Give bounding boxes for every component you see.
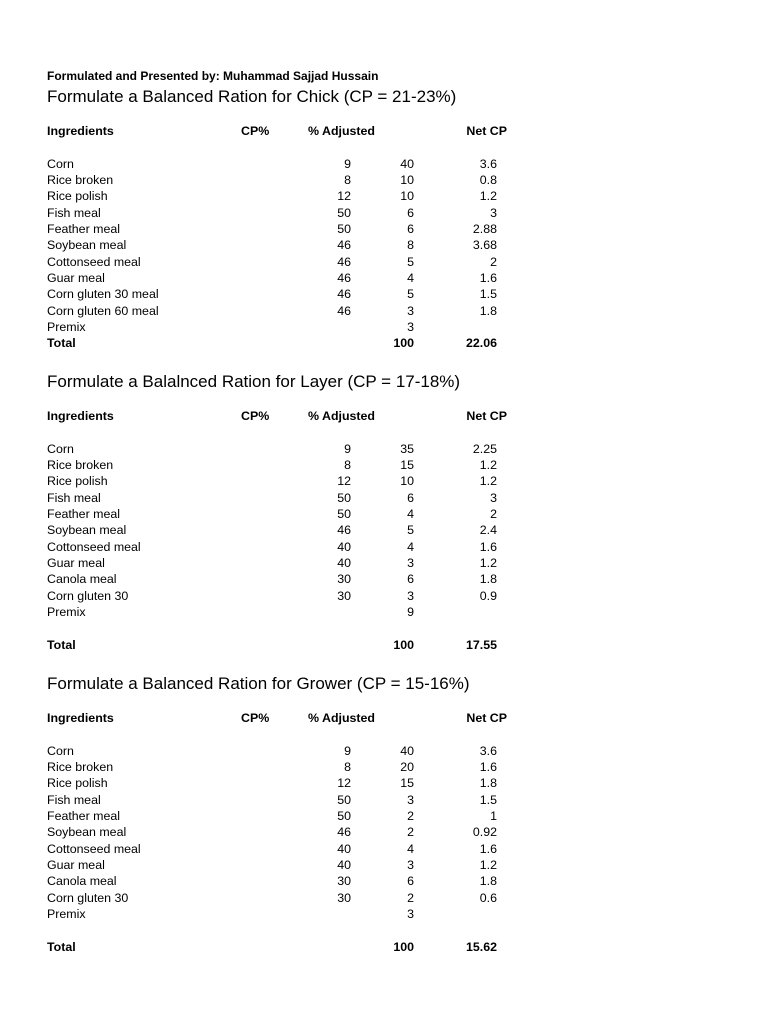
ingredient-name: Premix xyxy=(47,605,86,620)
ingredient-adjusted: 4 xyxy=(407,539,414,554)
ingredient-cp: 50 xyxy=(337,222,351,237)
ingredient-cp: 30 xyxy=(337,890,351,905)
ingredient-adjusted: 5 xyxy=(407,287,414,302)
ingredient-name: Canola meal xyxy=(47,572,117,587)
table-row xyxy=(47,906,507,922)
ingredient-cp: 30 xyxy=(337,588,351,603)
ingredient-adjusted: 3 xyxy=(407,907,414,922)
header-net-cp: Net CP xyxy=(466,711,507,725)
table-row xyxy=(47,792,507,808)
total-row xyxy=(47,637,507,653)
table-row xyxy=(47,156,507,172)
ingredient-adjusted: 3 xyxy=(407,792,414,807)
table-row xyxy=(47,841,507,857)
table-row xyxy=(47,522,507,538)
ingredient-adjusted: 40 xyxy=(400,743,414,758)
ingredient-name: Rice polish xyxy=(47,189,108,204)
ingredient-net-cp: 1.8 xyxy=(479,874,497,889)
ingredient-cp: 40 xyxy=(337,556,351,571)
ingredient-name: Corn xyxy=(47,441,74,456)
ingredient-net-cp: 1.8 xyxy=(479,303,497,318)
ingredient-name: Cottonseed meal xyxy=(47,841,141,856)
total-row xyxy=(47,335,507,351)
ingredient-name: Fish meal xyxy=(47,490,101,505)
total-label: Total xyxy=(47,637,76,652)
ingredient-net-cp: 2 xyxy=(490,507,497,522)
ingredient-cp: 50 xyxy=(337,792,351,807)
ingredient-adjusted: 6 xyxy=(407,222,414,237)
ingredient-name: Soybean meal xyxy=(47,825,127,840)
table-row xyxy=(47,857,507,873)
ingredient-net-cp: 1.6 xyxy=(479,841,497,856)
header-cp: CP% xyxy=(241,124,270,138)
ingredient-net-cp: 2 xyxy=(490,254,497,269)
table-row xyxy=(47,759,507,775)
ingredient-cp: 12 xyxy=(337,474,351,489)
table-row xyxy=(47,824,507,840)
ingredient-net-cp: 1.5 xyxy=(479,287,497,302)
ingredient-adjusted: 10 xyxy=(400,474,414,489)
ingredient-cp: 8 xyxy=(344,173,351,188)
ration-section-2 xyxy=(47,371,507,653)
table-row xyxy=(47,490,507,506)
ingredient-adjusted: 4 xyxy=(407,841,414,856)
ingredient-adjusted: 10 xyxy=(400,173,414,188)
ingredient-cp: 8 xyxy=(344,458,351,473)
ingredient-adjusted: 3 xyxy=(407,556,414,571)
ingredient-net-cp: 1.2 xyxy=(479,458,497,473)
table-header xyxy=(47,408,507,424)
ingredient-adjusted: 2 xyxy=(407,809,414,824)
table-row xyxy=(47,808,507,824)
ingredient-adjusted: 4 xyxy=(407,507,414,522)
ingredient-cp: 50 xyxy=(337,507,351,522)
ingredient-net-cp: 2.4 xyxy=(479,523,497,538)
total-label: Total xyxy=(47,939,76,954)
ingredient-cp: 40 xyxy=(337,841,351,856)
ingredient-net-cp: 0.6 xyxy=(479,890,497,905)
table-row xyxy=(47,286,507,302)
ingredient-adjusted: 4 xyxy=(407,271,414,286)
ingredient-adjusted: 6 xyxy=(407,572,414,587)
ingredient-adjusted: 10 xyxy=(400,189,414,204)
header-spacer xyxy=(47,726,507,742)
header-ingredients: Ingredients xyxy=(47,409,114,423)
ingredient-adjusted: 20 xyxy=(400,760,414,775)
ingredient-net-cp: 1.2 xyxy=(479,556,497,571)
ingredient-net-cp: 1.8 xyxy=(479,776,497,791)
section-title: Formulate a Balanced Ration for Chick (CP = 21-23%) xyxy=(47,87,457,106)
ingredient-cp: 8 xyxy=(344,760,351,775)
ingredient-adjusted: 3 xyxy=(407,588,414,603)
table-row xyxy=(47,571,507,587)
ration-section-3 xyxy=(47,673,507,955)
table-row xyxy=(47,221,507,237)
ingredient-net-cp: 1.8 xyxy=(479,572,497,587)
table-row xyxy=(47,506,507,522)
table-row xyxy=(47,775,507,791)
header-ingredients: Ingredients xyxy=(47,711,114,725)
ingredient-net-cp: 1.2 xyxy=(479,858,497,873)
ingredient-adjusted: 3 xyxy=(407,858,414,873)
ingredient-adjusted: 2 xyxy=(407,825,414,840)
ingredient-adjusted: 15 xyxy=(400,776,414,791)
ingredient-adjusted: 6 xyxy=(407,490,414,505)
ingredient-net-cp: 2.25 xyxy=(472,441,497,456)
table-row xyxy=(47,457,507,473)
ingredient-name: Feather meal xyxy=(47,809,121,824)
ingredient-cp: 46 xyxy=(337,287,351,302)
table-row xyxy=(47,237,507,253)
ingredient-cp: 12 xyxy=(337,776,351,791)
table-row xyxy=(47,303,507,319)
header-cp: CP% xyxy=(241,409,270,423)
total-net-cp: 15.62 xyxy=(465,939,497,954)
ingredient-name: Rice broken xyxy=(47,173,114,188)
ingredient-name: Rice polish xyxy=(47,776,108,791)
ingredient-adjusted: 6 xyxy=(407,205,414,220)
ingredient-cp: 50 xyxy=(337,205,351,220)
total-spacer xyxy=(47,620,507,636)
ingredient-name: Corn gluten 30 xyxy=(47,588,129,603)
ingredient-name: Rice polish xyxy=(47,474,108,489)
ingredient-cp: 46 xyxy=(337,303,351,318)
ingredient-cp: 9 xyxy=(344,743,351,758)
total-adjusted: 100 xyxy=(393,336,414,351)
header-cp: CP% xyxy=(241,711,270,725)
total-spacer xyxy=(47,922,507,938)
ingredient-name: Corn xyxy=(47,156,74,171)
total-net-cp: 17.55 xyxy=(465,637,497,652)
ingredient-name: Corn gluten 30 meal xyxy=(47,287,159,302)
section-title: Formulate a Balalnced Ration for Layer (CP = 17-18%) xyxy=(47,372,461,391)
ingredient-net-cp: 3.6 xyxy=(479,743,497,758)
ingredient-cp: 12 xyxy=(337,189,351,204)
table-row xyxy=(47,743,507,759)
ingredient-name: Guar meal xyxy=(47,556,105,571)
ingredient-net-cp: 1 xyxy=(490,809,497,824)
ingredient-name: Cottonseed meal xyxy=(47,254,141,269)
table-row xyxy=(47,873,507,889)
header-spacer xyxy=(47,139,507,155)
table-row xyxy=(47,319,507,335)
table-row xyxy=(47,539,507,555)
ingredient-cp: 50 xyxy=(337,490,351,505)
header-adjusted: % Adjusted xyxy=(308,124,376,138)
ingredient-cp: 30 xyxy=(337,572,351,587)
header-net-cp: Net CP xyxy=(466,409,507,423)
ingredient-name: Guar meal xyxy=(47,858,105,873)
ingredient-adjusted: 5 xyxy=(407,254,414,269)
header-adjusted: % Adjusted xyxy=(308,711,376,725)
table-row xyxy=(47,254,507,270)
byline: Formulated and Presented by: Muhammad Sajjad Hussain xyxy=(47,69,379,83)
ingredient-adjusted: 6 xyxy=(407,874,414,889)
ingredient-name: Canola meal xyxy=(47,874,117,889)
table-row xyxy=(47,270,507,286)
ingredient-net-cp: 0.9 xyxy=(479,588,497,603)
table-row xyxy=(47,188,507,204)
ingredient-adjusted: 40 xyxy=(400,156,414,171)
ingredient-name: Corn gluten 60 meal xyxy=(47,303,159,318)
ingredient-name: Corn gluten 30 xyxy=(47,890,129,905)
ingredient-net-cp: 3.68 xyxy=(472,238,497,253)
ingredient-net-cp: 0.8 xyxy=(479,173,497,188)
ingredient-adjusted: 15 xyxy=(400,458,414,473)
table-row xyxy=(47,890,507,906)
ingredient-adjusted: 5 xyxy=(407,523,414,538)
header-net-cp: Net CP xyxy=(466,124,507,138)
ingredient-net-cp: 3 xyxy=(490,205,497,220)
table-row xyxy=(47,205,507,221)
ingredient-cp: 46 xyxy=(337,238,351,253)
table-row xyxy=(47,172,507,188)
ingredient-cp: 40 xyxy=(337,539,351,554)
ingredient-name: Corn xyxy=(47,743,74,758)
total-adjusted: 100 xyxy=(393,939,414,954)
table-row xyxy=(47,441,507,457)
ingredient-cp: 9 xyxy=(344,156,351,171)
ingredient-name: Premix xyxy=(47,320,86,335)
ration-section-1 xyxy=(47,86,507,352)
table-row xyxy=(47,604,507,620)
ingredient-cp: 9 xyxy=(344,441,351,456)
ingredient-net-cp: 2.88 xyxy=(472,222,497,237)
table-row xyxy=(47,555,507,571)
header-ingredients: Ingredients xyxy=(47,124,114,138)
ingredient-net-cp: 1.5 xyxy=(479,792,497,807)
ingredient-net-cp: 1.2 xyxy=(479,189,497,204)
header-adjusted: % Adjusted xyxy=(308,409,376,423)
ingredient-name: Fish meal xyxy=(47,205,101,220)
ingredient-cp: 46 xyxy=(337,825,351,840)
ingredient-cp: 46 xyxy=(337,271,351,286)
ingredient-net-cp: 1.6 xyxy=(479,271,497,286)
ingredient-name: Soybean meal xyxy=(47,238,127,253)
header-spacer xyxy=(47,424,507,440)
total-net-cp: 22.06 xyxy=(465,336,497,351)
ingredient-net-cp: 3 xyxy=(490,490,497,505)
ingredient-adjusted: 8 xyxy=(407,238,414,253)
ingredient-net-cp: 1.2 xyxy=(479,474,497,489)
ingredient-name: Soybean meal xyxy=(47,523,127,538)
ingredient-cp: 30 xyxy=(337,874,351,889)
ingredient-cp: 46 xyxy=(337,254,351,269)
ingredient-name: Rice broken xyxy=(47,760,114,775)
ingredient-name: Guar meal xyxy=(47,271,105,286)
ingredient-cp: 46 xyxy=(337,523,351,538)
ingredient-adjusted: 2 xyxy=(407,890,414,905)
ingredient-cp: 50 xyxy=(337,809,351,824)
table-header xyxy=(47,123,507,139)
ingredient-adjusted: 3 xyxy=(407,303,414,318)
ingredient-net-cp: 1.6 xyxy=(479,539,497,554)
table-row xyxy=(47,473,507,489)
ingredient-net-cp: 1.6 xyxy=(479,760,497,775)
ingredient-name: Cottonseed meal xyxy=(47,539,141,554)
ingredient-name: Rice broken xyxy=(47,458,114,473)
table-header xyxy=(47,710,507,726)
total-row xyxy=(47,939,507,955)
total-label: Total xyxy=(47,336,76,351)
ingredient-net-cp: 3.6 xyxy=(479,156,497,171)
ingredient-name: Fish meal xyxy=(47,792,101,807)
section-title: Formulate a Balanced Ration for Grower (CP = 15-16%) xyxy=(47,674,470,693)
ingredient-adjusted: 3 xyxy=(407,320,414,335)
ingredient-name: Feather meal xyxy=(47,507,121,522)
ingredient-name: Premix xyxy=(47,907,86,922)
ingredient-adjusted: 9 xyxy=(407,605,414,620)
ingredient-cp: 40 xyxy=(337,858,351,873)
table-row xyxy=(47,588,507,604)
total-adjusted: 100 xyxy=(393,637,414,652)
ingredient-name: Feather meal xyxy=(47,222,121,237)
ingredient-net-cp: 0.92 xyxy=(472,825,497,840)
ingredient-adjusted: 35 xyxy=(400,441,414,456)
